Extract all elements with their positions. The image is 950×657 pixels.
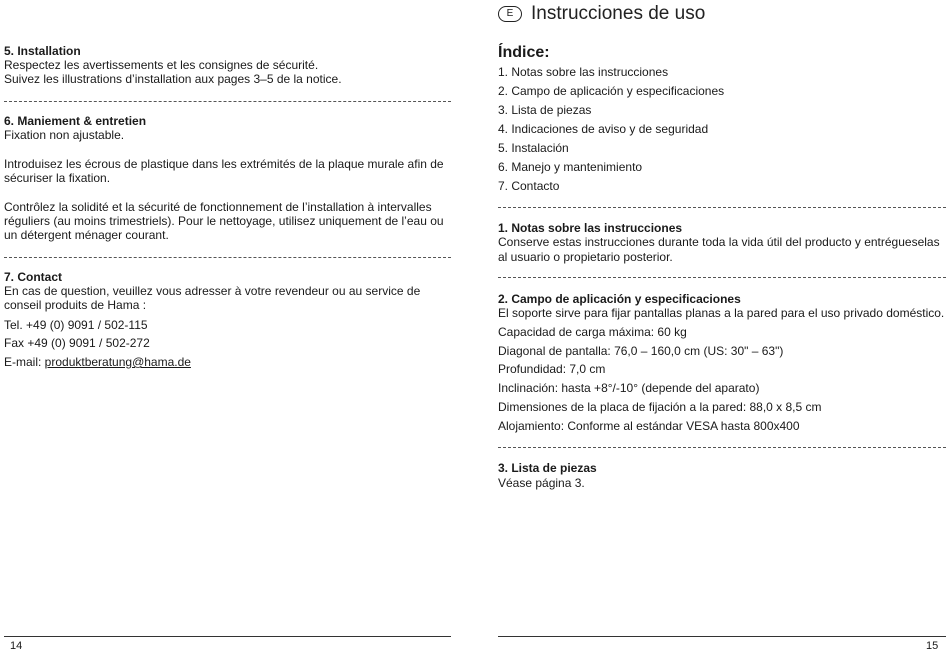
section-1-line-2: al usuario o propietario posterior. bbox=[498, 250, 673, 264]
section-6-p2-line-1: Contrôlez la solidité et la sécurité de fonctionnement de l’installation à intervalles bbox=[4, 200, 432, 214]
spec-item: Dimensiones de la placa de fijación a la pared: 88,0 x 8,5 cm bbox=[498, 400, 822, 414]
section-5-title: 5. Installation bbox=[4, 44, 81, 58]
index-item: 1. Notas sobre las instrucciones bbox=[498, 65, 669, 79]
section-6-p1-line-2: sécuriser la fixation. bbox=[4, 171, 111, 185]
index-item: 2. Campo de aplicación y especificaciones bbox=[498, 84, 725, 98]
section-2-line-1: El soporte sirve para fijar pantallas planas a la pared para el uso privado doméstico. bbox=[498, 306, 945, 320]
footer-rule-left bbox=[4, 636, 451, 637]
section-1-title: 1. Notas sobre las instrucciones bbox=[498, 221, 683, 235]
email-label: E-mail: bbox=[4, 355, 45, 369]
section-7-title: 7. Contact bbox=[4, 270, 63, 284]
index-item: 6. Manejo y mantenimiento bbox=[498, 160, 643, 174]
index-item: 3. Lista de piezas bbox=[498, 103, 592, 117]
index-item: 4. Indicaciones de aviso y de seguridad bbox=[498, 122, 709, 136]
section-6-p2-line-2: réguliers (au moins trimestriels). Pour le nettoyage, utilisez uniquement de l’eau ou bbox=[4, 214, 444, 228]
language-badge: E bbox=[498, 6, 522, 22]
section-6-p2-line-3: un détergent ménager courant. bbox=[4, 228, 169, 242]
index-item: 5. Instalación bbox=[498, 141, 569, 155]
section-7-line-1: En cas de question, veuillez vous adresser à votre revendeur ou au service de bbox=[4, 284, 421, 298]
section-6-title: 6. Maniement & entretien bbox=[4, 114, 147, 128]
spec-item: Alojamiento: Conforme al estándar VESA hasta 800x400 bbox=[498, 419, 800, 433]
section-7-line-2: conseil produits de Hama : bbox=[4, 298, 147, 312]
divider bbox=[498, 277, 946, 278]
fax-number: Fax +49 (0) 9091 / 502-272 bbox=[4, 336, 150, 350]
divider bbox=[498, 207, 946, 208]
section-5-line-1: Respectez les avertissements et les consignes de sécurité. bbox=[4, 58, 319, 72]
spec-item: Diagonal de pantalla: 76,0 – 160,0 cm (US: 30" – 63") bbox=[498, 344, 784, 358]
footer-rule-right bbox=[498, 636, 946, 637]
section-3-line-1: Véase página 3. bbox=[498, 476, 585, 490]
spec-item: Inclinación: hasta +8°/-10° (depende del aparato) bbox=[498, 381, 760, 395]
section-5-line-2: Suivez les illustrations d’installation aux pages 3–5 de la notice. bbox=[4, 72, 342, 86]
index-item: 7. Contacto bbox=[498, 179, 560, 193]
page-number-left: 14 bbox=[10, 640, 23, 652]
spec-item: Capacidad de carga máxima: 60 kg bbox=[498, 325, 687, 339]
email-link[interactable]: produktberatung@hama.de bbox=[44, 355, 191, 369]
section-6-line-1: Fixation non ajustable. bbox=[4, 128, 125, 142]
page-header bbox=[498, 2, 705, 26]
section-6-p1-line-1: Introduisez les écrous de plastique dans les extrémités de la plaque murale afin de bbox=[4, 157, 444, 171]
spec-item: Profundidad: 7,0 cm bbox=[498, 362, 606, 376]
phone-number: Tel. +49 (0) 9091 / 502-115 bbox=[4, 318, 148, 332]
divider bbox=[4, 101, 451, 102]
section-2-title: 2. Campo de aplicación y especificaciones bbox=[498, 292, 741, 306]
email-line bbox=[4, 355, 191, 370]
header-title: Instrucciones de uso bbox=[531, 3, 706, 24]
index-title: Índice: bbox=[498, 44, 550, 61]
divider bbox=[4, 257, 451, 258]
section-3-title: 3. Lista de piezas bbox=[498, 461, 597, 475]
divider bbox=[498, 447, 946, 448]
section-1-line-1: Conserve estas instrucciones durante toda la vida útil del producto y entrégueselas bbox=[498, 235, 940, 249]
page-number-right: 15 bbox=[926, 640, 939, 652]
